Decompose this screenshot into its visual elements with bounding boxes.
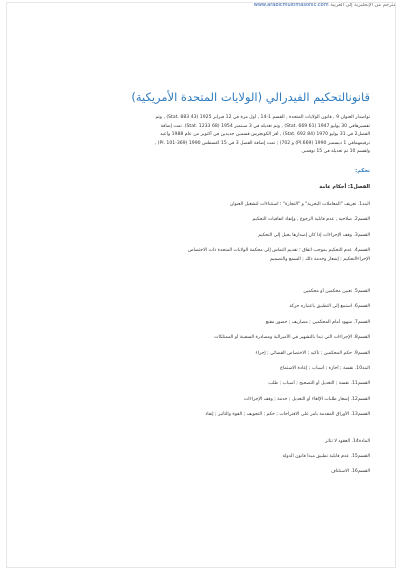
document-content xyxy=(116,90,370,477)
section-link[interactable]: القسم9. حكم المحكمين ; تأكيد ; الاختصاص القضائي ; إجراء xyxy=(255,350,370,356)
section-link[interactable]: القسم6. استمع إلى التطبيق باعتباره حركة xyxy=(289,304,370,310)
section-link[interactable]: القسم5. تعيين محكمين أو محكمين xyxy=(303,289,370,294)
chapter-heading: الفصل1: أحكام عامة xyxy=(319,183,370,190)
section-link[interactable]: القسم15. عدم قابلية تطبيق مبدأ قانون الدولة xyxy=(282,454,370,460)
intro-line: ترقيمهمافي 1 ديسمبر 1990 (Pl.669) و 702) ; تمت إضافة الفصل 3 في 15 أغسطس 1990 (Pl. 101-369) , xyxy=(154,140,370,146)
section-link[interactable]: البند10. نقسة ; أجازة ; أسباب ; إعادة الاستماع xyxy=(280,366,370,372)
intro-line: الفصل2 في 31 يوليو 1970 (84 Stat. 692) , أقر الكونجرس قسمين جديدين في أكتوبر من عام 1988 وأعيد xyxy=(160,132,370,138)
section-link[interactable]: المادة14. العقود لا تتأثر xyxy=(324,438,370,444)
translation-tag: مترجم من الإنجليزية إلى العربية xyxy=(330,2,396,8)
intro-line: ولقسم 10 تم تعديله في 15 نوفمبر. xyxy=(300,149,370,155)
intro-line: تواصدار العنوان 9 , قانون الولايات المتحدة , القسم 1-14 , أول مرة في 12 فبراير 1925 (43 Stat. 883) , وتم xyxy=(155,115,370,120)
section-link[interactable]: القسم4. عدم التحكيم بموجب اتفاق ؛ تقديم التماس إلى محكمة الولايات المتحدة ذات الاختصاص xyxy=(187,248,370,254)
toc-heading: تحكم: xyxy=(355,167,370,174)
document-title: قانونالتحكيم الفيدرالي (الولايات المتحدة الأمريكية) xyxy=(131,90,370,104)
section-link[interactable]: القسم2. صلاحية , عدم قابلية الرجوع , وإنفاذ اتفاقيات التحكيم xyxy=(252,217,370,223)
section-link[interactable]: القسم3. وقف الإجراءات إذا كان إصدارها يحيل إلى التحكيم xyxy=(258,232,370,238)
section-link[interactable]: القسم7. شهود أمام المحكمين ; مصاريف ; حضور مقنع xyxy=(265,319,370,325)
top-bar xyxy=(0,0,402,12)
section-link[interactable]: القسم11. نقسة ; التعديل أو التصحيح ; أسباب ; طلب xyxy=(268,381,370,387)
section-link[interactable]: القسم12. إشعار طلبات الإلغاء أو التعديل ; خدمة ; وقف الإجراءات xyxy=(243,396,370,402)
section-link[interactable]: القسم8. الإجراءات التي تبدأ بالتشهير في الأميرالية ومصادرة السفينة أو الممتلكات xyxy=(214,335,370,341)
section-link[interactable]: البند1. تعريف "المعاملات البحرية" و "التجارة" ؛ استثناءات لتشغيل العنوان xyxy=(229,201,370,207)
intro-paragraph xyxy=(116,114,370,157)
section-link[interactable]: القسم16. الاستئناف xyxy=(330,469,370,475)
section-link-continuation[interactable]: الإجراءالتحكيم ; إشعار وخدمة ذلك ; السمع والتصميم xyxy=(270,256,370,262)
section-link[interactable]: القسم13. الأوراق المقدمة بأمر على الاقتراحات ; حكم ; التجويف ; القوة والتأثير ; إنفاذ xyxy=(205,412,370,418)
intro-line: تفسيرهافي 30 يوليو 1947 (61 Stat. 669) , وتم تعديله في 3 سبتمبر 1954 (68 Stat. 1233). تمت إضافة xyxy=(160,123,370,129)
top-bar-text xyxy=(254,2,396,8)
site-url-link[interactable]: www.arabicmultimasonic.com xyxy=(253,2,329,8)
